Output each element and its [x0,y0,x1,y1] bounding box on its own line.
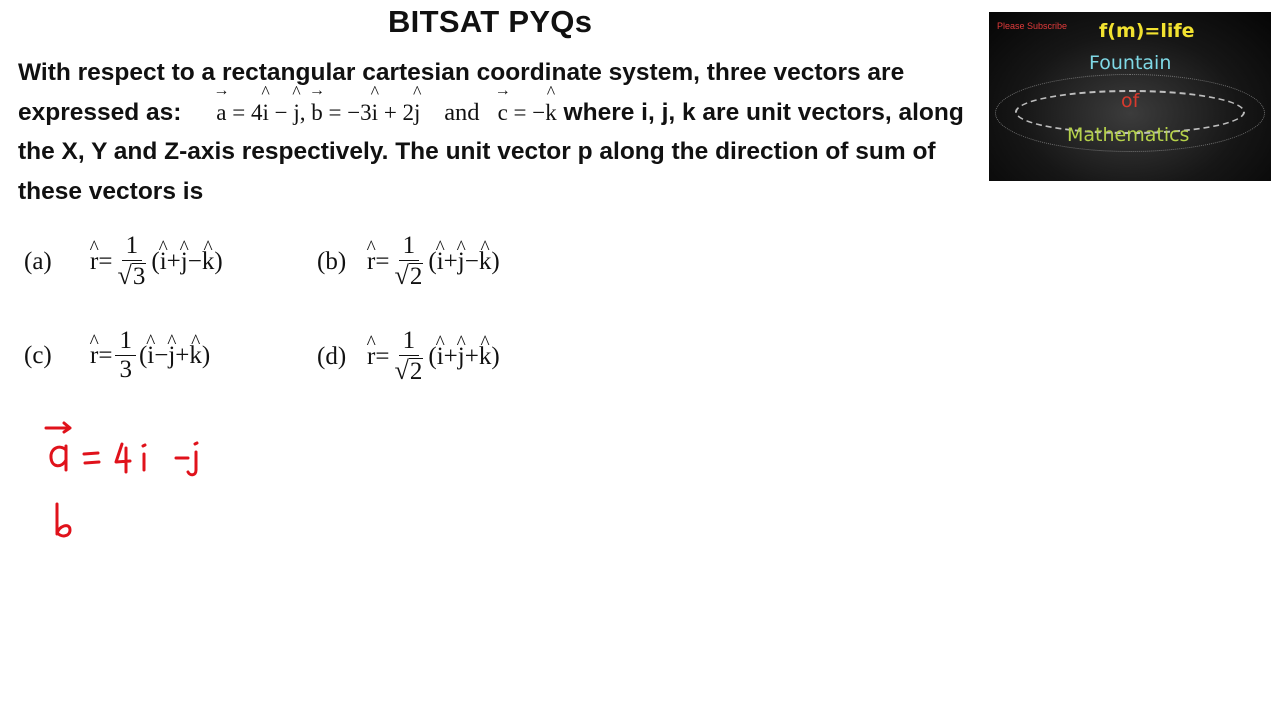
handwritten-i [143,445,145,470]
r-hat: ^ r [367,248,375,276]
handwritten-arrow [46,423,70,432]
unit-i-hat: ^ i [437,343,444,371]
radical-icon: √ [394,356,409,385]
fraction [392,327,425,386]
equals-sign: = [375,342,390,370]
vector-c-op: = − [507,99,546,125]
unit-i-hat: ^ i [372,93,378,133]
radical-icon: √ [394,261,409,290]
vector-a-symbol: → a [216,93,226,133]
unit-i-hat: ^ i [437,248,444,276]
unit-j-hat: ^ j [293,93,299,133]
question-text [18,53,988,211]
vector-c-definition [498,100,557,125]
logo-formula: f(m)=life [1099,20,1195,42]
r-hat: ^ r [90,342,98,370]
handwritten-j [188,443,197,475]
option-label: (b) [317,247,347,275]
unit-j-hat: ^ j [168,342,175,370]
handwritten-a [51,446,66,470]
unit-i-hat: ^ i [147,342,154,370]
unit-k-hat: ^ k [189,342,202,370]
numerator: 1 [122,232,143,261]
option-label: (a) [24,247,52,275]
fraction [392,232,425,291]
r-hat: ^ r [367,343,375,371]
channel-logo [989,12,1271,181]
question-part-1: With respect to a rectangular cartesian coordinate system, three vectors are expressed as: [18,59,905,126]
fraction [115,327,136,384]
equals-sign: = [98,341,113,369]
vector-b-symbol: → b [311,93,323,133]
vector-definitions [216,100,426,125]
logo-of: of [1121,90,1140,112]
and-word: and [444,98,480,126]
option-c: (c) ^ r = $\frac{1}{3}$ ( ^ i − ^ j + ^ k ) [24,327,210,384]
denominator: √ 2 [394,261,423,291]
equals-sign: = [375,247,390,275]
vector-b-coef: = −3 [322,99,372,125]
handwritten-equals [84,453,99,463]
vector-a-coef: = 4 [226,99,263,125]
logo-mathematics: Mathematics [1067,124,1190,146]
vector-a-op: − [268,99,294,125]
handwritten-4 [116,444,130,472]
r-hat: ^ r [90,248,98,276]
subscribe-text: Please Subscribe [997,21,1068,31]
unit-j-hat: ^ j [458,248,465,276]
question-part-2: where i, j, k are unit vectors, along the X, Y and Z-axis respectively. The unit vector p along the direction of sum of these vectors is [18,98,964,205]
equals-sign: = [98,247,113,275]
fraction [115,232,148,291]
unit-k-hat: ^ k [479,343,492,371]
option-a: (a) ^ r = 1 √ 3 ( ^ i + ^ j − ^ k ) [24,232,223,291]
comma: , [299,99,312,125]
denominator: √ 2 [394,356,423,386]
logo-fountain: Fountain [1089,52,1172,74]
numerator: 1 [399,232,420,261]
option-label: (c) [24,341,52,369]
unit-j-hat: ^ j [414,93,420,133]
denominator: 3 [119,356,132,383]
handwritten-working [30,410,250,540]
option-d: (d) ^ r = 1 √ 2 ( ^ i + ^ j + ^ k ) [317,327,500,386]
option-label: (d) [317,342,347,370]
unit-j-hat: ^ j [458,343,465,371]
denominator: √ 3 [117,261,146,291]
vector-c-symbol: → c [498,93,508,133]
option-b: (b) ^ r = 1 √ 2 ( ^ i + ^ j − ^ k ) [317,232,500,291]
page-title: BITSAT PYQs [388,4,593,39]
unit-i-hat: ^ i [262,93,268,133]
unit-k-hat: ^ k [202,248,215,276]
numerator: 1 [399,327,420,356]
vector-b-op: + 2 [378,99,415,125]
radical-icon: √ [117,261,132,290]
numerator: 1 [115,327,136,356]
unit-k-hat: ^ k [545,93,557,133]
unit-j-hat: ^ j [181,248,188,276]
unit-k-hat: ^ k [479,248,492,276]
unit-i-hat: ^ i [160,248,167,276]
handwritten-b [57,504,70,536]
